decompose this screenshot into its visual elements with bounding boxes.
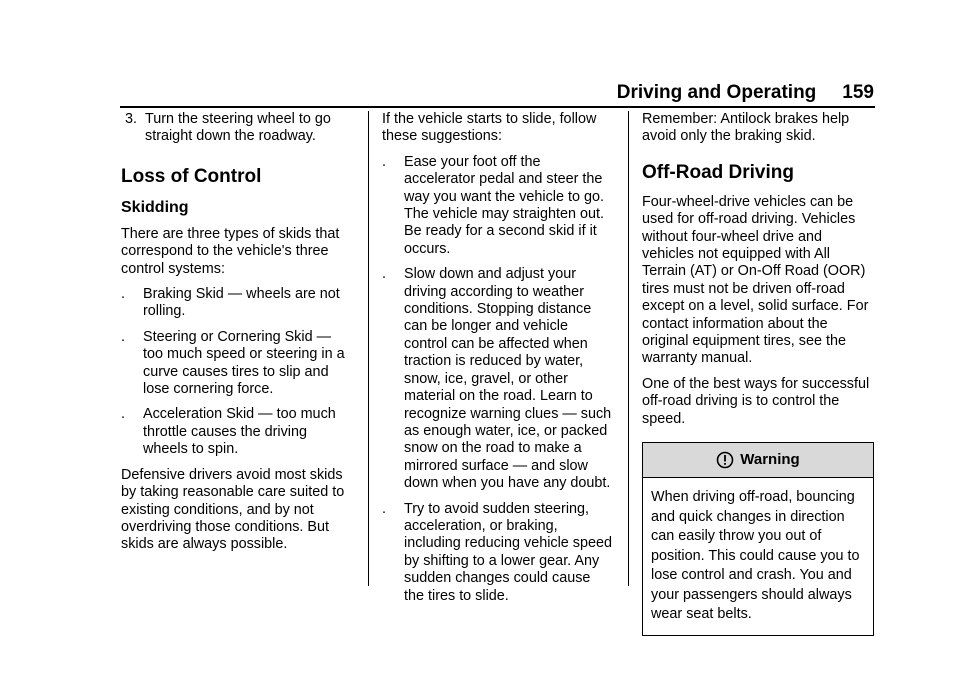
list-item bbox=[121, 329, 353, 399]
bullet-marker: . bbox=[121, 406, 125, 423]
list-item bbox=[382, 154, 614, 258]
warning-header bbox=[643, 443, 873, 478]
bullet-marker: . bbox=[121, 286, 125, 303]
warning-text: When driving off-road, bouncing and quick changes in direction can easily throw you out of position. This could cause you to lose control and crash. You and your passengers should always wear seat belts. bbox=[651, 489, 860, 623]
skid-closing: Defensive drivers avoid most skids by taking reasonable care suited to existing conditions, and by not overdriving those conditions. But skids are always possible. bbox=[121, 466, 345, 553]
bullet-text: Try to avoid sudden steering, acceleration, or braking, including reducing vehicle speed by shifting to a lower gear. Any sudden changes could cause the tires to slide. bbox=[404, 500, 613, 604]
warning-title: Warning bbox=[740, 451, 800, 469]
bullet-text: Braking Skid — wheels are not rolling. bbox=[143, 286, 340, 320]
bullet-text: Slow down and adjust your driving according to weather conditions. Stopping distance can be longer and vehicle control can be affected when traction is reduced by water, snow, ice, gravel, or other material on the road. Learn to recognize warning clues — such as enough water, ice, or packed snow on the road to make a mirrored surface — and slow down when you have any doubt. bbox=[404, 266, 612, 492]
remember-note: Remember: Antilock brakes help avoid only the braking skid. bbox=[642, 111, 850, 145]
list-item bbox=[382, 501, 614, 605]
column-2 bbox=[382, 111, 614, 613]
bullet-marker: . bbox=[382, 266, 386, 283]
section-title: Driving and Operating bbox=[616, 82, 817, 103]
heading-skidding: Skidding bbox=[121, 198, 189, 216]
step-text: Turn the steering wheel to go straight down the roadway. bbox=[145, 111, 331, 145]
offroad-para-1: Four-wheel-drive vehicles can be used for off-road driving. Vehicles without four-wheel drive and vehicles not equipped with All Terrain (AT) or On-Off Road (OOR) tires must not be driven off-road except on a level, solid surface. For contact information about the original equipment tires, see the warranty manual. bbox=[642, 193, 869, 367]
list-item bbox=[121, 286, 353, 321]
bullet-text: Ease your foot off the accelerator pedal and steer the way you want the vehicle to go. The vehicle may straighten out. Be ready for a second skid if it occurs. bbox=[404, 153, 604, 257]
page-number: 159 bbox=[842, 82, 874, 103]
bullet-text: Acceleration Skid — too much throttle causes the driving wheels to spin. bbox=[143, 406, 336, 458]
bullet-marker: . bbox=[121, 328, 125, 345]
offroad-para-2: One of the best ways for successful off-road driving is to control the speed. bbox=[642, 375, 870, 427]
column-3 bbox=[642, 111, 874, 636]
page-header bbox=[617, 82, 874, 106]
skid-intro: There are three types of skids that correspond to the vehicle's three control systems: bbox=[121, 225, 340, 277]
warning-box bbox=[642, 442, 874, 636]
bullet-marker: . bbox=[382, 153, 386, 170]
heading-loss-of-control: Loss of Control bbox=[121, 165, 262, 187]
header-rule bbox=[120, 106, 875, 108]
column-divider-2 bbox=[628, 111, 629, 586]
bullet-text: Steering or Cornering Skid — too much speed or steering in a curve causes tires to slip and lose cornering force. bbox=[143, 328, 345, 398]
column-divider-1 bbox=[368, 111, 369, 586]
slide-intro: If the vehicle starts to slide, follow these suggestions: bbox=[382, 111, 597, 145]
column-1 bbox=[121, 111, 353, 562]
warning-icon bbox=[716, 451, 734, 469]
bullet-marker: . bbox=[382, 500, 386, 517]
heading-off-road-driving: Off-Road Driving bbox=[642, 161, 794, 183]
list-item bbox=[382, 266, 614, 492]
step-3 bbox=[121, 111, 353, 146]
step-number: 3. bbox=[125, 111, 138, 127]
list-item bbox=[121, 406, 353, 458]
